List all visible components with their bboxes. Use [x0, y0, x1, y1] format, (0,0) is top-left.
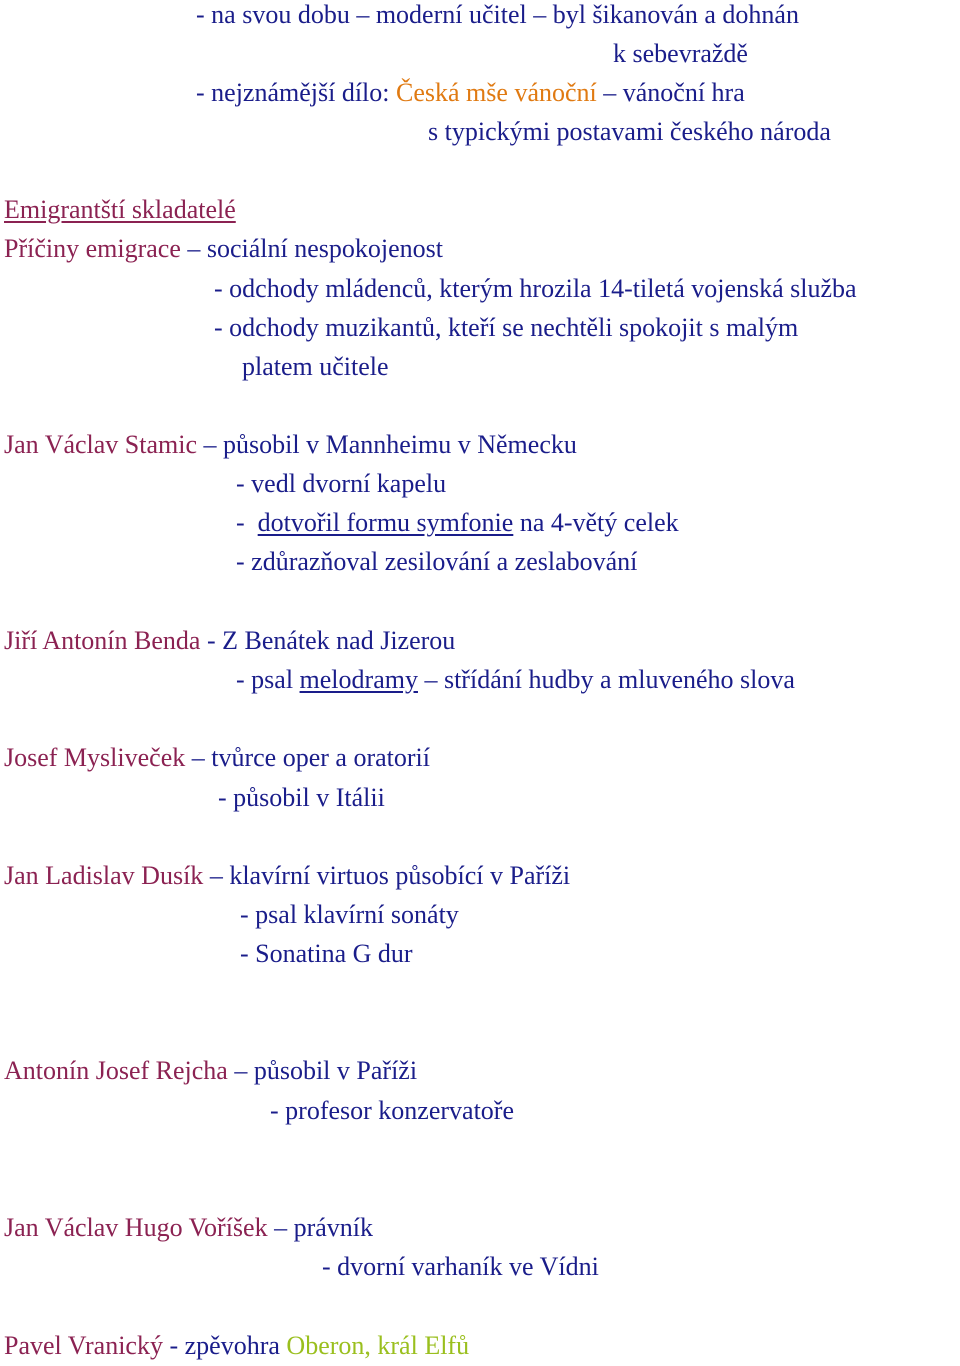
- benda-line: [4, 626, 455, 656]
- vorisek-line: [4, 1213, 373, 1243]
- rejcha-desc: – působil v Paříži: [234, 1056, 418, 1085]
- dusik-item-1: - psal klavírní sonáty: [240, 900, 459, 929]
- emigration-causes-label: Příčiny emigrace: [4, 234, 181, 263]
- emigration-cause-2: - odchody muzikantů, kteří se nechtěli spokojit s malým: [214, 313, 799, 342]
- stamic-item-2-rest: na 4-větý celek: [519, 508, 679, 537]
- myslivecek-desc: – tvůrce oper a oratorií: [191, 743, 430, 772]
- vorisek-desc: – právník: [274, 1213, 374, 1242]
- vorisek-item-1: - dvorní varhaník ve Vídni: [322, 1252, 599, 1281]
- emigration-cause-1: - odchody mládenců, kterým hrozila 14-tiletá vojenská služba: [214, 274, 857, 303]
- dusik-desc: – klavírní virtuos působící v Paříži: [209, 861, 571, 890]
- vranicky-work: Oberon, král Elfů: [286, 1331, 470, 1360]
- stamic-item-2-link: dotvořil formu symfonie: [257, 508, 514, 537]
- ryba-famous-label: - nejznámější dílo:: [196, 78, 390, 107]
- stamic-item-3: - zdůrazňoval zesilování a zeslabování: [236, 547, 638, 576]
- myslivecek-item-1: - působil v Itálii: [218, 783, 385, 812]
- benda-item-1: [236, 665, 795, 695]
- stamic-item-1: - vedl dvorní kapelu: [236, 469, 447, 498]
- ryba-line-2: k sebevraždě: [613, 39, 748, 68]
- emigration-causes-line: [4, 234, 443, 264]
- stamic-desc: – působil v Mannheimu v Německu: [203, 430, 577, 459]
- composer-name-rejcha: Antonín Josef Rejcha: [4, 1056, 228, 1085]
- myslivecek-line: [4, 743, 430, 773]
- vranicky-line: [4, 1331, 469, 1361]
- ryba-line-4: s typickými postavami českého národa: [428, 117, 831, 146]
- composer-name-vorisek: Jan Václav Hugo Voříšek: [4, 1213, 268, 1242]
- dusik-line: [4, 861, 570, 891]
- ryba-line-1: - na svou dobu – moderní učitel – byl šikanován a dohnán: [196, 0, 799, 29]
- ryba-line-3: [196, 78, 745, 108]
- dusik-item-2: - Sonatina G dur: [240, 939, 413, 968]
- composer-name-vranicky: Pavel Vranický: [4, 1331, 163, 1360]
- benda-item-1-prefix: - psal: [236, 665, 294, 694]
- benda-item-1-rest: – střídání hudby a mluveného slova: [424, 665, 795, 694]
- emigration-causes-main: – sociální nespokojenost: [187, 234, 444, 263]
- composer-name-stamic: Jan Václav Stamic: [4, 430, 198, 459]
- ryba-famous-desc: – vánoční hra: [603, 78, 745, 107]
- stamic-line: [4, 430, 577, 460]
- stamic-item-2-dash: -: [236, 508, 245, 537]
- rejcha-line: [4, 1056, 417, 1086]
- rejcha-item-1: - profesor konzervatoře: [270, 1096, 514, 1125]
- benda-item-1-link: melodramy: [299, 665, 418, 694]
- section-heading-emigrants: Emigrantští skladatelé: [4, 195, 236, 224]
- composer-name-benda: Jiří Antonín Benda: [4, 626, 201, 655]
- composer-name-dusik: Jan Ladislav Dusík: [4, 861, 204, 890]
- benda-desc: - Z Benátek nad Jizerou: [206, 626, 456, 655]
- vranicky-desc: - zpěvohra: [162, 1331, 280, 1360]
- stamic-item-2: [236, 508, 679, 538]
- ryba-famous-work: Česká mše vánoční: [396, 78, 597, 107]
- emigration-cause-2-cont: platem učitele: [242, 352, 389, 381]
- composer-name-myslivecek: Josef Mysliveček: [4, 743, 186, 772]
